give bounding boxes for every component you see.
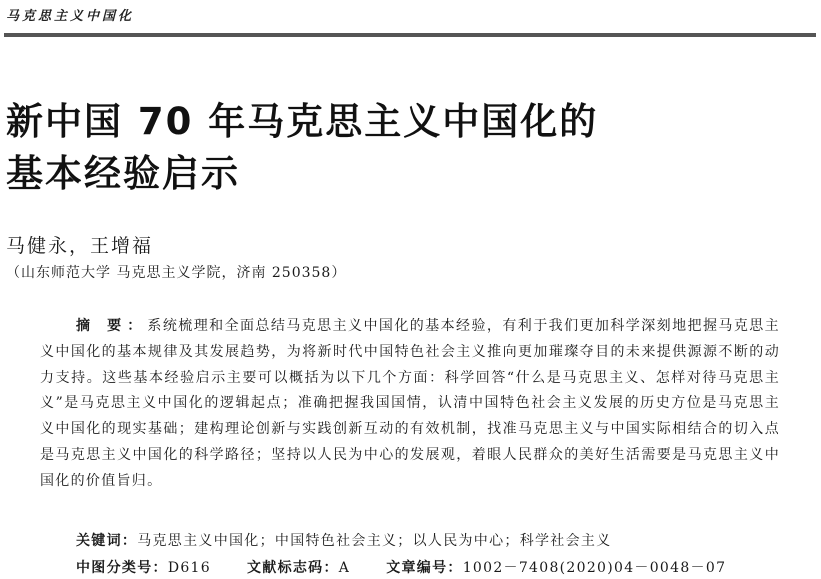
title-line-1: 新中国 70 年马克思主义中国化的 (6, 100, 599, 143)
keywords-label: 关键词： (76, 533, 138, 549)
doc-code-label: 文献标志码： (246, 560, 339, 576)
title-line-2: 基本经验启示 (6, 152, 240, 195)
article-title (6, 96, 806, 200)
article-no-value: 1002－7408(2020)04－0048－07 (462, 560, 727, 576)
running-head: 马克思主义中国化 (6, 9, 135, 24)
classification-line (76, 557, 726, 577)
clc-value: D616 (167, 560, 211, 576)
abstract-label: 摘 要： (76, 318, 148, 334)
abstract (40, 314, 780, 495)
clc-label: 中图分类号： (76, 560, 168, 576)
keywords-text: 马克思主义中国化；中国特色社会主义；以人民为中心；科学社会主义 (137, 533, 612, 549)
keywords (76, 530, 612, 550)
abstract-text: 系统梳理和全面总结马克思主义中国化的基本经验，有利于我们更加科学深刻地把握马克思主义中国化的基本规律及其发展趋势，为将新时代中国特色社会主义推向更加璀璨夺目的未来提供源源不断的动力支持。这些基本经验启示主要可以概括为以下几个方面：科学回答“什么是马克思主义、怎样对待马克思主义”是马克思主义中国化的逻辑起点；准确把握我国国情，认清中国特色社会主义发展的历史方位是马克思主义中国化的现实基础；建构理论创新与实践创新互动的有效机制，找准马克思主义与中国实际相结合的切入点是马克思主义中国化的科学路径；坚持以人民为中心的发展观，着眼人民群众的美好生活需要是马克思主义中国化的价值旨归。 (40, 318, 780, 489)
doc-code-value: A (338, 560, 351, 576)
affiliation: （山东师范大学 马克思主义学院，济南 250358） (6, 265, 347, 281)
article-no-label: 文章编号： (386, 560, 463, 576)
header-rule (4, 33, 816, 37)
authors: 马健永，王增福 (6, 235, 154, 257)
